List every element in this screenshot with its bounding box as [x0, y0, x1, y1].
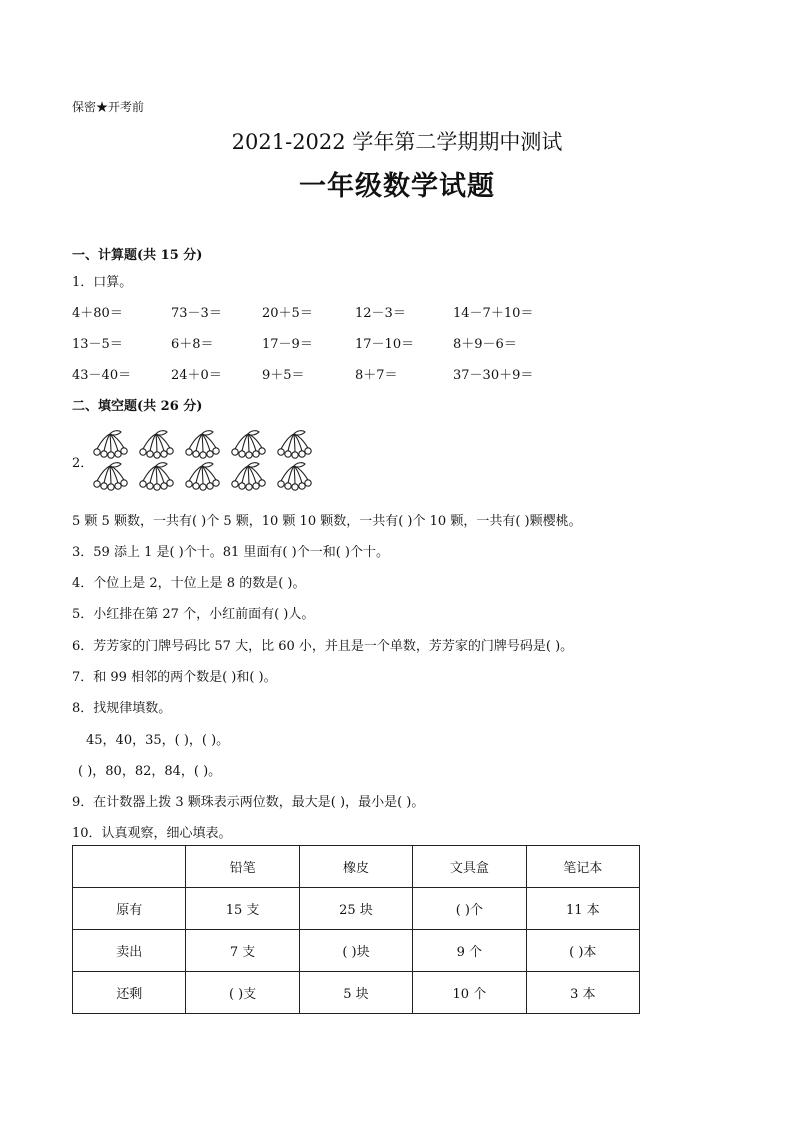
calc-item: 13－5＝: [72, 337, 123, 352]
question-6: 6．芳芳家的门牌号码比 57 大，比 60 小，并且是一个单数，芳芳家的门牌号码是( )。: [72, 639, 574, 654]
question-8-sequence-a: 45，40，35，( )，( )。: [86, 733, 230, 748]
table-cell: 15 支: [186, 888, 299, 930]
confidential-label: 保密★开考前: [72, 100, 145, 114]
table-cell: 11 本: [526, 888, 639, 930]
table-cell: 7 支: [186, 930, 299, 972]
question-2-number: 2．: [72, 456, 94, 471]
calc-item: 17－10＝: [355, 337, 415, 352]
table-header-cell: 橡皮: [299, 846, 412, 888]
section-1-title: 一、计算题(共 15 分): [72, 248, 203, 263]
question-4: 4．个位上是 2，十位上是 8 的数是( )。: [72, 576, 306, 591]
question-3: 3．59 添上 1 是( )个十。81 里面有( )个一和( )个十。: [72, 545, 389, 560]
question-8-sequence-b: ( )，80，82，84，( )。: [78, 764, 222, 779]
inventory-table: [72, 845, 640, 1014]
question-2-text: 5 颗 5 颗数，一共有( )个 5 颗，10 颗 10 颗数，一共有( )个 10 颗，一共有( )颗樱桃。: [72, 514, 582, 529]
exam-title: 一年级数学试题: [299, 171, 495, 202]
cherry-bunch-icon: [92, 462, 128, 492]
calc-item: 4＋80＝: [72, 306, 123, 321]
section-2-title: 二、填空题(共 26 分): [72, 399, 203, 414]
exam-subtitle: 2021-2022 学年第二学期期中测试: [231, 130, 563, 154]
cherry-bunch-icon: [184, 430, 220, 460]
table-cell: 3 本: [526, 972, 639, 1014]
cherry-bunch-icon: [184, 462, 220, 492]
cherry-bunch-icon: [138, 430, 174, 460]
calc-item: 8＋7＝: [355, 368, 398, 383]
calc-item: 8＋9－6＝: [453, 337, 517, 352]
cherry-row: [92, 462, 312, 492]
table-row: [73, 888, 640, 930]
calc-item: 14－7＋10＝: [453, 306, 534, 321]
calc-item: 73－3＝: [171, 306, 222, 321]
cherry-bunch-icon: [230, 430, 266, 460]
table-cell: 还剩: [73, 972, 186, 1014]
cherry-bunch-icon: [92, 430, 128, 460]
table-cell: 卖出: [73, 930, 186, 972]
calc-item: 12－3＝: [355, 306, 406, 321]
table-row: [73, 930, 640, 972]
table-cell: 9 个: [413, 930, 526, 972]
table-cell: ( )本: [526, 930, 639, 972]
calc-item: 20＋5＝: [262, 306, 313, 321]
table-row: [73, 972, 640, 1014]
calc-item: 9＋5＝: [262, 368, 305, 383]
calc-item: 6＋8＝: [171, 337, 214, 352]
table-header-cell: [73, 846, 186, 888]
question-5: 5．小红排在第 27 个，小红前面有( )人。: [72, 607, 315, 622]
calc-item: 24＋0＝: [171, 368, 222, 383]
table-header-cell: 文具盒: [413, 846, 526, 888]
question-1: 1．口算。: [72, 275, 133, 290]
table-header-row: [73, 846, 640, 888]
table-header-cell: 铅笔: [186, 846, 299, 888]
cherry-row: [92, 430, 312, 460]
calc-item: 37－30＋9＝: [453, 368, 534, 383]
table-header-cell: 笔记本: [526, 846, 639, 888]
question-8: 8．找规律填数。: [72, 701, 172, 716]
table-cell: ( )支: [186, 972, 299, 1014]
question-9: 9．在计数器上拨 3 颗珠表示两位数，最大是( )，最小是( )。: [72, 795, 425, 810]
question-7: 7．和 99 相邻的两个数是( )和( )。: [72, 670, 277, 685]
table-cell: 10 个: [413, 972, 526, 1014]
cherry-bunch-icon: [276, 430, 312, 460]
table-cell: 原有: [73, 888, 186, 930]
cherries-illustration: [92, 430, 312, 494]
calc-item: 17－9＝: [262, 337, 313, 352]
cherry-bunch-icon: [138, 462, 174, 492]
table-cell: 25 块: [299, 888, 412, 930]
table-cell: 5 块: [299, 972, 412, 1014]
calc-item: 43－40＝: [72, 368, 132, 383]
cherry-bunch-icon: [276, 462, 312, 492]
table-cell: ( )个: [413, 888, 526, 930]
cherry-bunch-icon: [230, 462, 266, 492]
table-cell: ( )块: [299, 930, 412, 972]
question-10: 10．认真观察，细心填表。: [72, 826, 232, 841]
